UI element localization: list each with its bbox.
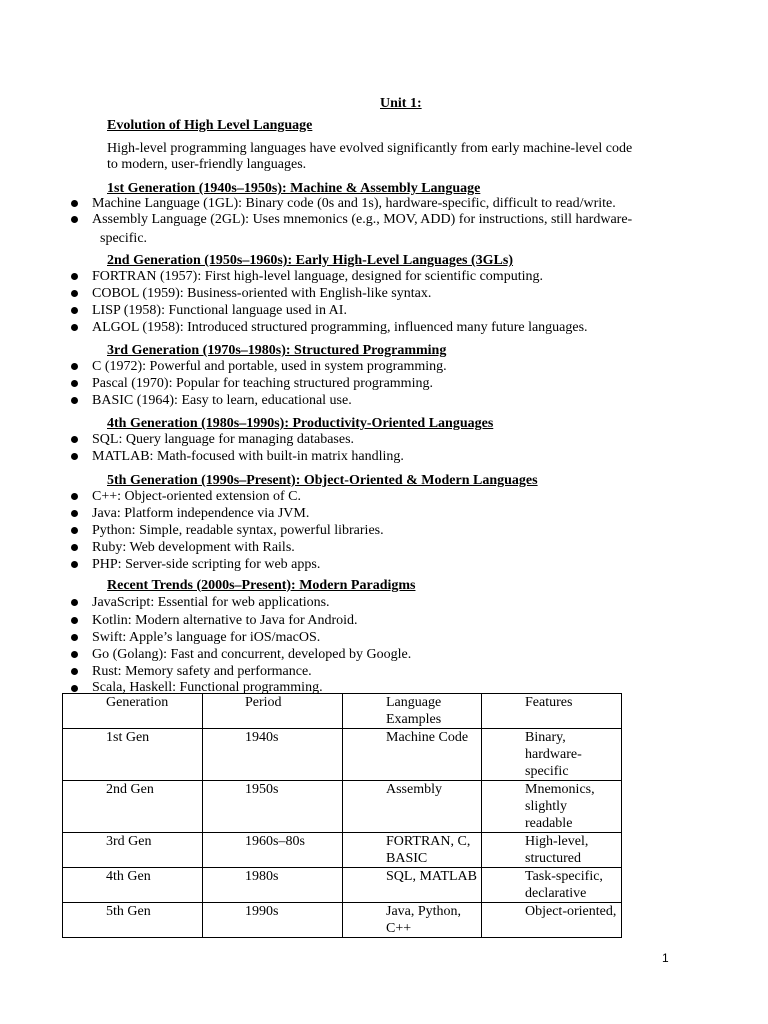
bullet-icon xyxy=(71,273,78,280)
table-row xyxy=(63,868,622,903)
generation-title-5: 5th Generation (1990s–Present): Object-Oriented & Modern Languages xyxy=(107,473,538,488)
bullet-icon xyxy=(71,200,78,207)
table-header-cell: Features xyxy=(482,694,622,729)
table-cell: Binary, hardware-specific xyxy=(482,729,622,781)
list-item: Kotlin: Modern alternative to Java for Android. xyxy=(92,613,358,628)
table-cell: 4th Gen xyxy=(63,868,203,903)
bullet-icon xyxy=(71,453,78,460)
table-cell: 1940s xyxy=(203,729,343,781)
table-row xyxy=(63,903,622,938)
list-item: Swift: Apple’s language for iOS/macOS. xyxy=(92,630,321,645)
list-item: MATLAB: Math-focused with built-in matrix handling. xyxy=(92,449,404,464)
generation-table xyxy=(62,693,622,938)
bullet-icon xyxy=(71,599,78,606)
generation-title-1: 1st Generation (1940s–1950s): Machine & Assembly Language xyxy=(107,181,481,196)
list-item: Go (Golang): Fast and concurrent, developed by Google. xyxy=(92,647,412,662)
table-row xyxy=(63,729,622,781)
table-cell: 5th Gen xyxy=(63,903,203,938)
bullet-icon xyxy=(71,668,78,675)
bullet-icon xyxy=(71,307,78,314)
bullet-icon xyxy=(71,685,78,692)
table-cell: SQL, MATLAB xyxy=(343,868,482,903)
list-item: FORTRAN (1957): First high-level language, designed for scientific computing. xyxy=(92,269,543,284)
bullet-icon xyxy=(71,493,78,500)
section-heading: Evolution of High Level Language xyxy=(107,118,313,133)
bullet-icon xyxy=(71,380,78,387)
table-header-cell: Language Examples xyxy=(343,694,482,729)
table-cell: Task-specific, declarative xyxy=(482,868,622,903)
bullet-icon xyxy=(71,651,78,658)
bullet-icon xyxy=(71,436,78,443)
bullet-icon xyxy=(71,527,78,534)
bullet-icon xyxy=(71,397,78,404)
table-cell: Java, Python, C++ xyxy=(343,903,482,938)
list-item: Java: Platform independence via JVM. xyxy=(92,506,310,521)
bullet-icon xyxy=(71,363,78,370)
table-cell: 1980s xyxy=(203,868,343,903)
table-header-cell: Period xyxy=(203,694,343,729)
list-item: Python: Simple, readable syntax, powerful libraries. xyxy=(92,523,384,538)
table-cell: 3rd Gen xyxy=(63,833,203,868)
list-item: Machine Language (1GL): Binary code (0s and 1s), hardware-specific, difficult to read/write. xyxy=(92,196,616,211)
list-item: Assembly Language (2GL): Uses mnemonics (e.g., MOV, ADD) for instructions, still hardware- xyxy=(92,212,633,227)
list-item: ALGOL (1958): Introduced structured programming, influenced many future languages. xyxy=(92,320,588,335)
bullet-icon xyxy=(71,634,78,641)
table-row xyxy=(63,833,622,868)
unit-title: Unit 1: xyxy=(380,96,422,111)
bullet-icon xyxy=(71,510,78,517)
generation-title-3: 3rd Generation (1970s–1980s): Structured Programming xyxy=(107,343,447,358)
table-header-row xyxy=(63,694,622,729)
list-item: Pascal (1970): Popular for teaching structured programming. xyxy=(92,376,433,391)
table-row xyxy=(63,781,622,833)
table-cell: FORTRAN, C, BASIC xyxy=(343,833,482,868)
bullet-icon xyxy=(71,544,78,551)
list-item-continuation: specific. xyxy=(100,231,148,246)
list-item: COBOL (1959): Business-oriented with English-like syntax. xyxy=(92,286,432,301)
bullet-icon xyxy=(71,617,78,624)
generation-title-2: 2nd Generation (1950s–1960s): Early High-Level Languages (3GLs) xyxy=(107,253,514,268)
list-item: Ruby: Web development with Rails. xyxy=(92,540,295,555)
table-cell: 1st Gen xyxy=(63,729,203,781)
list-item: LISP (1958): Functional language used in AI. xyxy=(92,303,347,318)
list-item: SQL: Query language for managing databases. xyxy=(92,432,355,447)
intro-line-2: to modern, user-friendly languages. xyxy=(107,157,307,172)
table-cell: Mnemonics, slightly readable xyxy=(482,781,622,833)
table-header-cell: Generation xyxy=(63,694,203,729)
bullet-icon xyxy=(71,216,78,223)
table-cell: 2nd Gen xyxy=(63,781,203,833)
list-item: C++: Object-oriented extension of C. xyxy=(92,489,302,504)
table-cell: High-level, structured xyxy=(482,833,622,868)
list-item: C (1972): Powerful and portable, used in system programming. xyxy=(92,359,447,374)
list-item: Scala, Haskell: Functional programming. xyxy=(92,680,323,695)
table-cell: 1960s–80s xyxy=(203,833,343,868)
bullet-icon xyxy=(71,324,78,331)
list-item: BASIC (1964): Easy to learn, educational use. xyxy=(92,393,352,408)
bullet-icon xyxy=(71,561,78,568)
table-cell: Object-oriented, xyxy=(482,903,622,938)
table-cell: 1950s xyxy=(203,781,343,833)
list-item: PHP: Server-side scripting for web apps. xyxy=(92,557,321,572)
bullet-icon xyxy=(71,290,78,297)
list-item: Rust: Memory safety and performance. xyxy=(92,664,312,679)
table-cell: Assembly xyxy=(343,781,482,833)
page-number: 1 xyxy=(662,951,669,965)
table-cell: Machine Code xyxy=(343,729,482,781)
table-cell: 1990s xyxy=(203,903,343,938)
intro-line-1: High-level programming languages have evolved significantly from early machine-level code xyxy=(107,141,633,156)
list-item: JavaScript: Essential for web applications. xyxy=(92,595,330,610)
generation-title-4: 4th Generation (1980s–1990s): Productivity-Oriented Languages xyxy=(107,416,494,431)
generation-title-6: Recent Trends (2000s–Present): Modern Paradigms xyxy=(107,578,416,593)
